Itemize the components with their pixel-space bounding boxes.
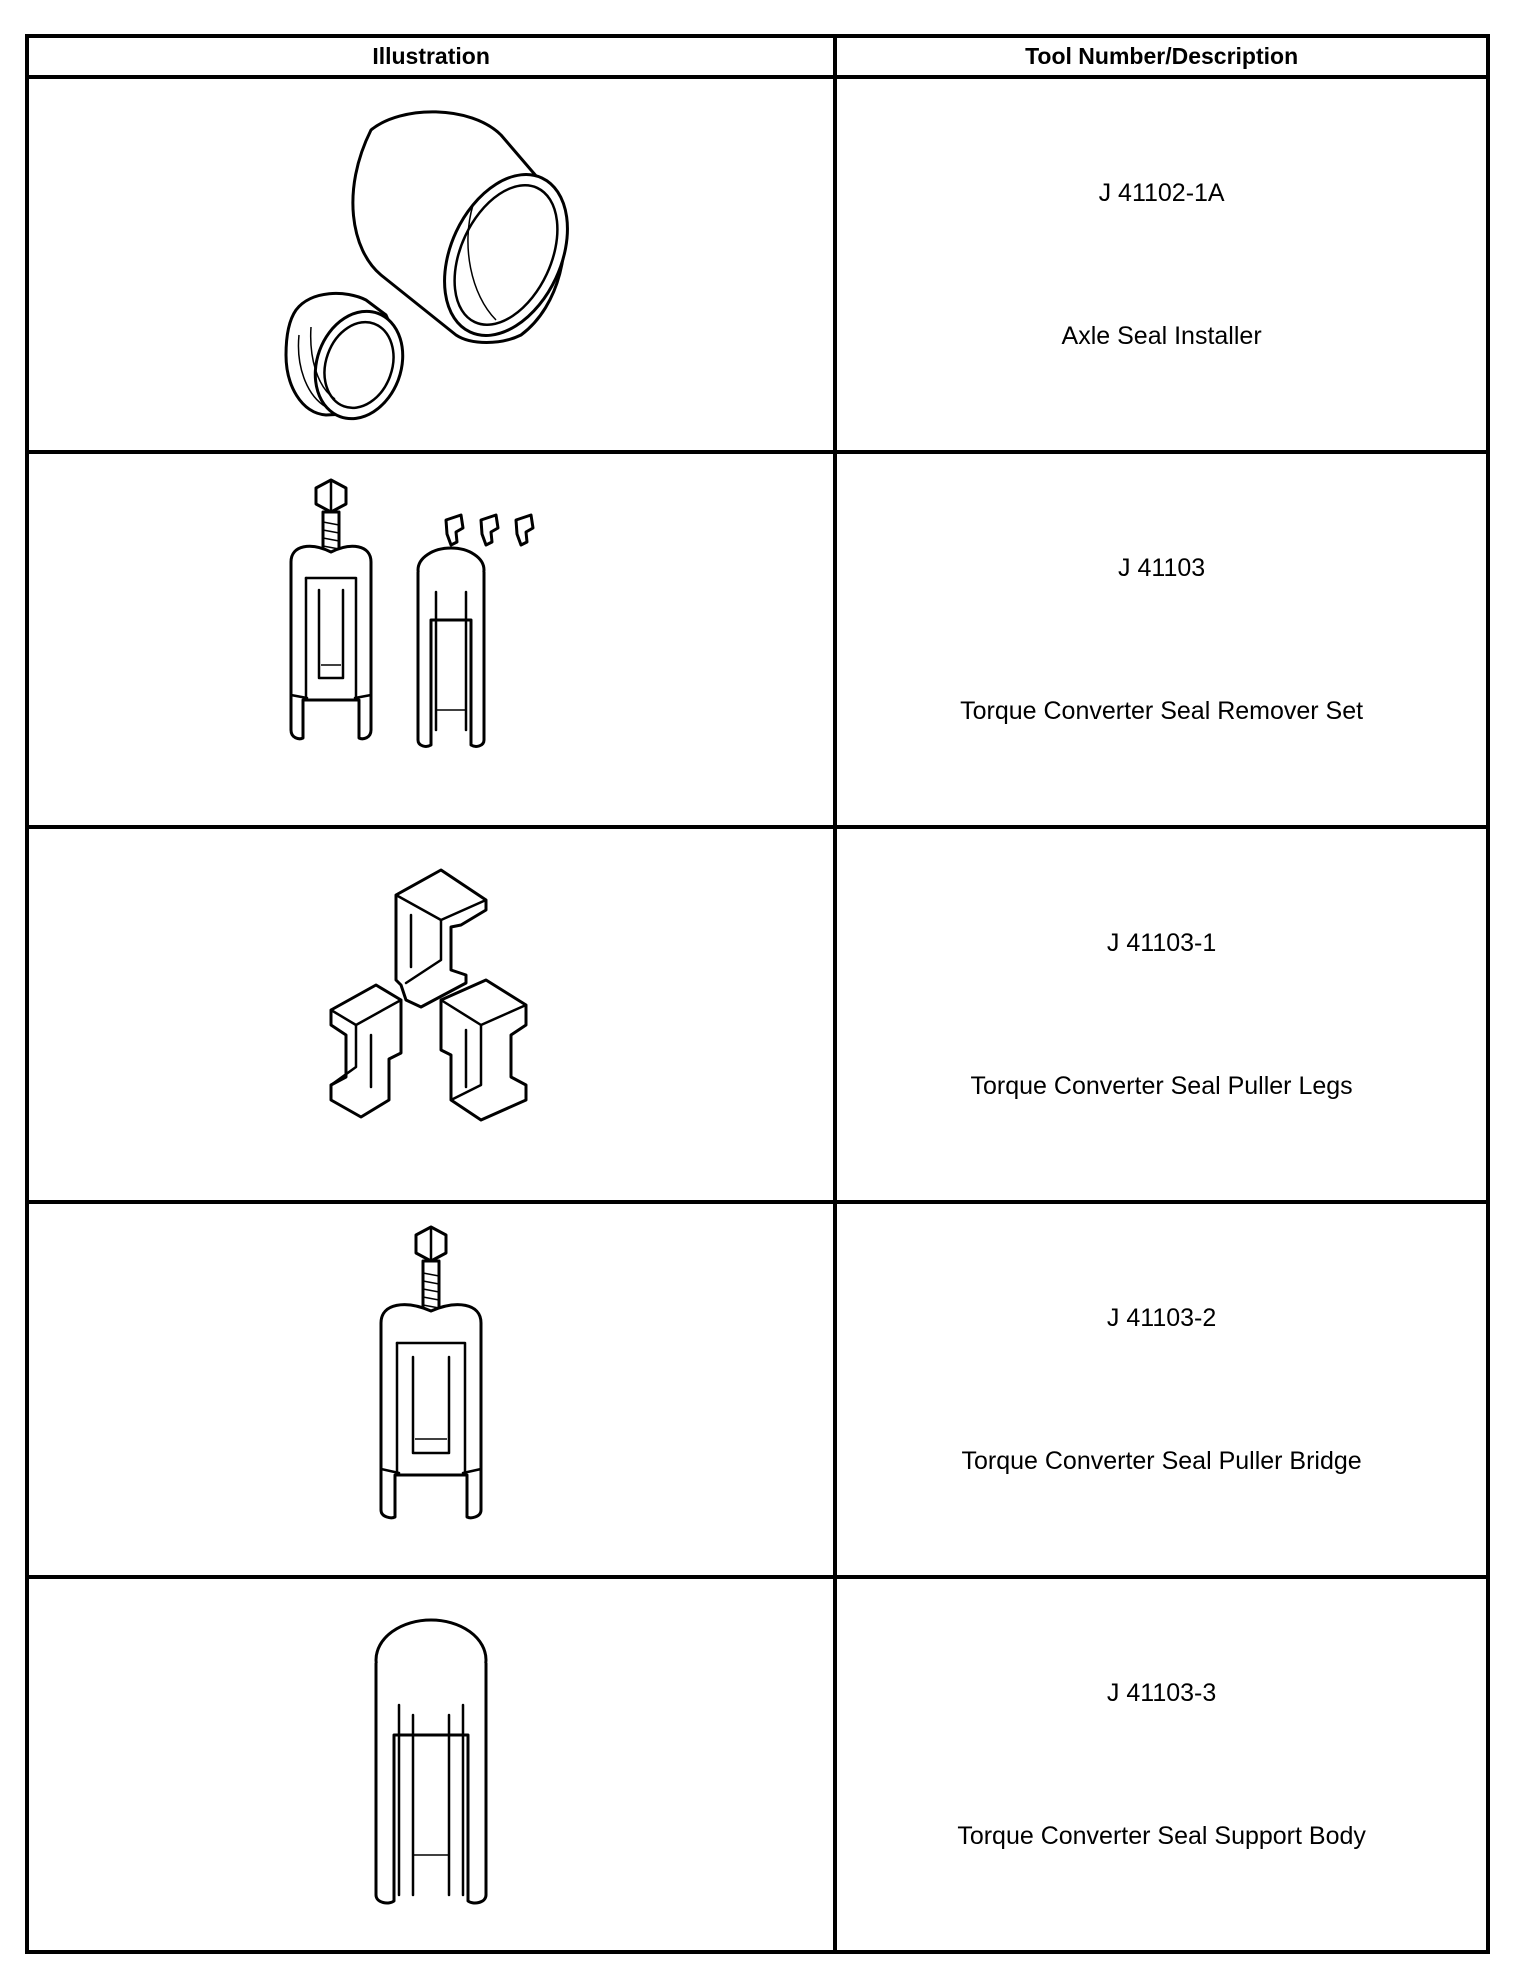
illustration-cell xyxy=(27,1577,835,1952)
tool-number: J 41103-1 xyxy=(1106,928,1217,957)
table-row xyxy=(27,827,1488,1202)
illustration-cell xyxy=(27,77,835,452)
illustration-cell xyxy=(27,452,835,827)
special-tools-table xyxy=(25,34,1490,1954)
tool-description: Torque Converter Seal Support Body xyxy=(957,1821,1366,1850)
tool-number: J 41103 xyxy=(1118,553,1206,582)
description-cell xyxy=(835,1577,1488,1952)
tool-description: Axle Seal Installer xyxy=(1061,321,1262,350)
table-header-row xyxy=(27,36,1488,77)
tool-description: Torque Converter Seal Puller Legs xyxy=(970,1071,1353,1100)
support-body-icon xyxy=(361,1605,501,1925)
header-tool-description: Tool Number/Description xyxy=(835,36,1488,77)
tool-description: Torque Converter Seal Puller Bridge xyxy=(961,1446,1362,1475)
puller-bridge-icon xyxy=(351,1225,511,1555)
description-cell xyxy=(835,827,1488,1202)
description-cell xyxy=(835,452,1488,827)
tool-number: J 41103-3 xyxy=(1106,1678,1217,1707)
seal-remover-set-icon xyxy=(271,470,591,810)
tool-description: Torque Converter Seal Remover Set xyxy=(960,696,1364,725)
table-row xyxy=(27,77,1488,452)
header-illustration: Illustration xyxy=(27,36,835,77)
table-row xyxy=(27,452,1488,827)
description-cell xyxy=(835,77,1488,452)
illustration-cell xyxy=(27,827,835,1202)
description-cell xyxy=(835,1202,1488,1577)
illustration-cell xyxy=(27,1202,835,1577)
tool-number: J 41102-1A xyxy=(1098,178,1225,207)
table-row xyxy=(27,1202,1488,1577)
tool-number: J 41103-2 xyxy=(1106,1303,1217,1332)
puller-legs-icon xyxy=(301,855,561,1175)
table-row xyxy=(27,1577,1488,1952)
axle-seal-installer-icon xyxy=(251,95,611,435)
